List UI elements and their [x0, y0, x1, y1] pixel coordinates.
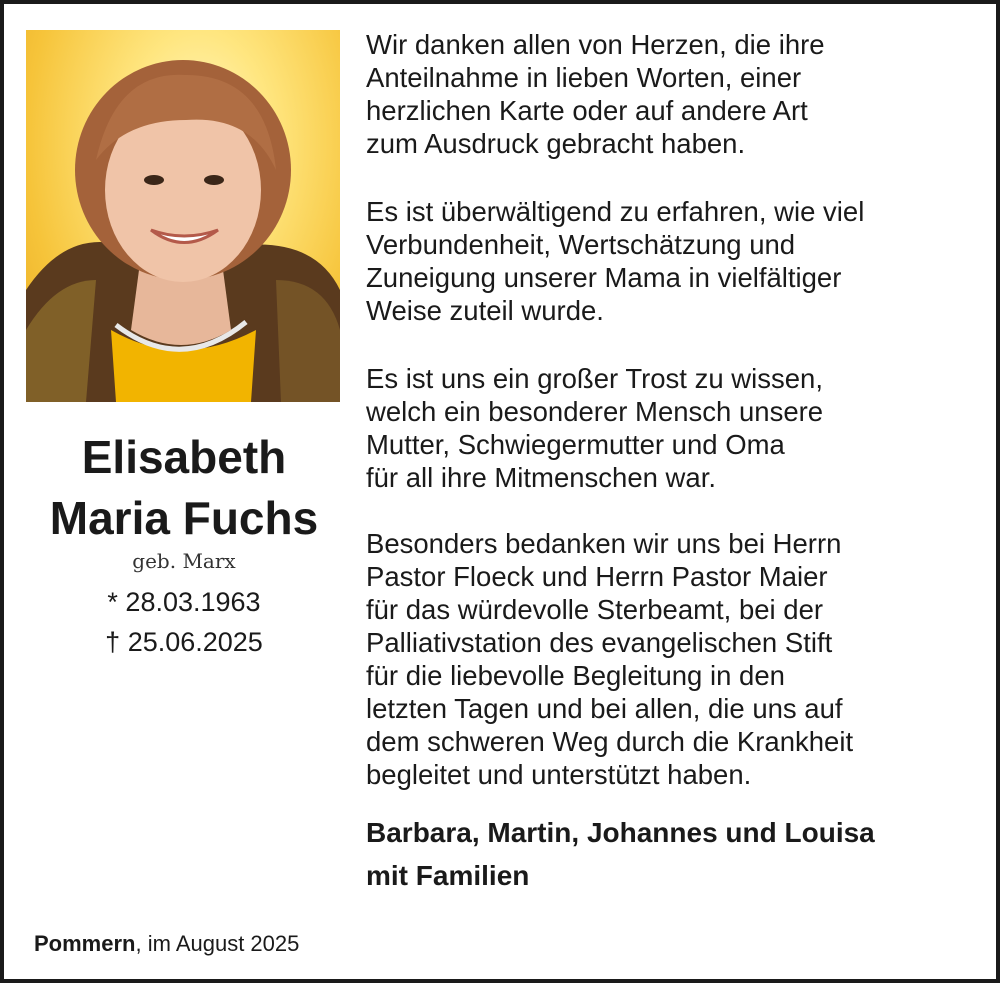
text-line: Pastor Floeck und Herrn Pastor Maier	[366, 561, 828, 592]
text-line: für das würdevolle Sterbeamt, bei der	[366, 594, 824, 625]
text-line: Anteilnahme in lieben Worten, einer	[366, 62, 802, 93]
deceased-first-name: Elisabeth	[81, 431, 287, 483]
text-line: begleitet und unterstützt haben.	[366, 759, 752, 790]
text-line: letzten Tagen und bei allen, die uns auf	[366, 693, 843, 724]
text-line: herzlichen Karte oder auf andere Art	[366, 95, 808, 126]
birth-name: geb. Marx	[132, 549, 236, 573]
thanks-paragraph-1	[366, 28, 986, 160]
text-line: Mutter, Schwiegermutter und Oma	[366, 429, 785, 460]
text-line: Es ist uns ein großer Trost zu wissen,	[366, 363, 823, 394]
death-date: † 25.06.2025	[105, 627, 263, 657]
text-line: welch ein besonderer Mensch unsere	[366, 396, 824, 427]
text-line: Wir danken allen von Herzen, die ihre	[366, 29, 825, 60]
thanks-paragraph-2	[366, 195, 986, 327]
birth-date: * 28.03.1963	[107, 587, 261, 617]
text-line: Palliativstation des evangelischen Stift	[366, 627, 833, 658]
thanks-paragraph-4	[366, 527, 986, 791]
text-line: Verbundenheit, Wertschätzung und	[366, 229, 796, 260]
text-line: dem schweren Weg durch die Krankheit	[366, 726, 854, 757]
text-line: Zuneigung unserer Mama in vielfältiger	[366, 262, 842, 293]
place-name: Pommern	[34, 931, 136, 956]
signature-names: Barbara, Martin, Johannes und Louisa	[366, 817, 875, 848]
text-line: Besonders bedanken wir uns bei Herrn	[366, 528, 842, 559]
deceased-full-name: Maria Fuchs	[49, 492, 319, 544]
place-and-date	[34, 930, 299, 958]
signature-families: mit Familien	[366, 860, 530, 891]
portrait-photo	[26, 30, 340, 402]
thanks-paragraph-3	[366, 362, 986, 494]
text-line: für all ihre Mitmenschen war.	[366, 462, 716, 493]
portrait-illustration	[26, 30, 340, 402]
issue-date: , im August 2025	[135, 931, 300, 956]
text-line: für die liebevolle Begleitung in den	[366, 660, 785, 691]
text-line: Weise zuteil wurde.	[366, 295, 604, 326]
text-line: Es ist überwältigend zu erfahren, wie viel	[366, 196, 865, 227]
text-line: zum Ausdruck gebracht haben.	[366, 128, 746, 159]
